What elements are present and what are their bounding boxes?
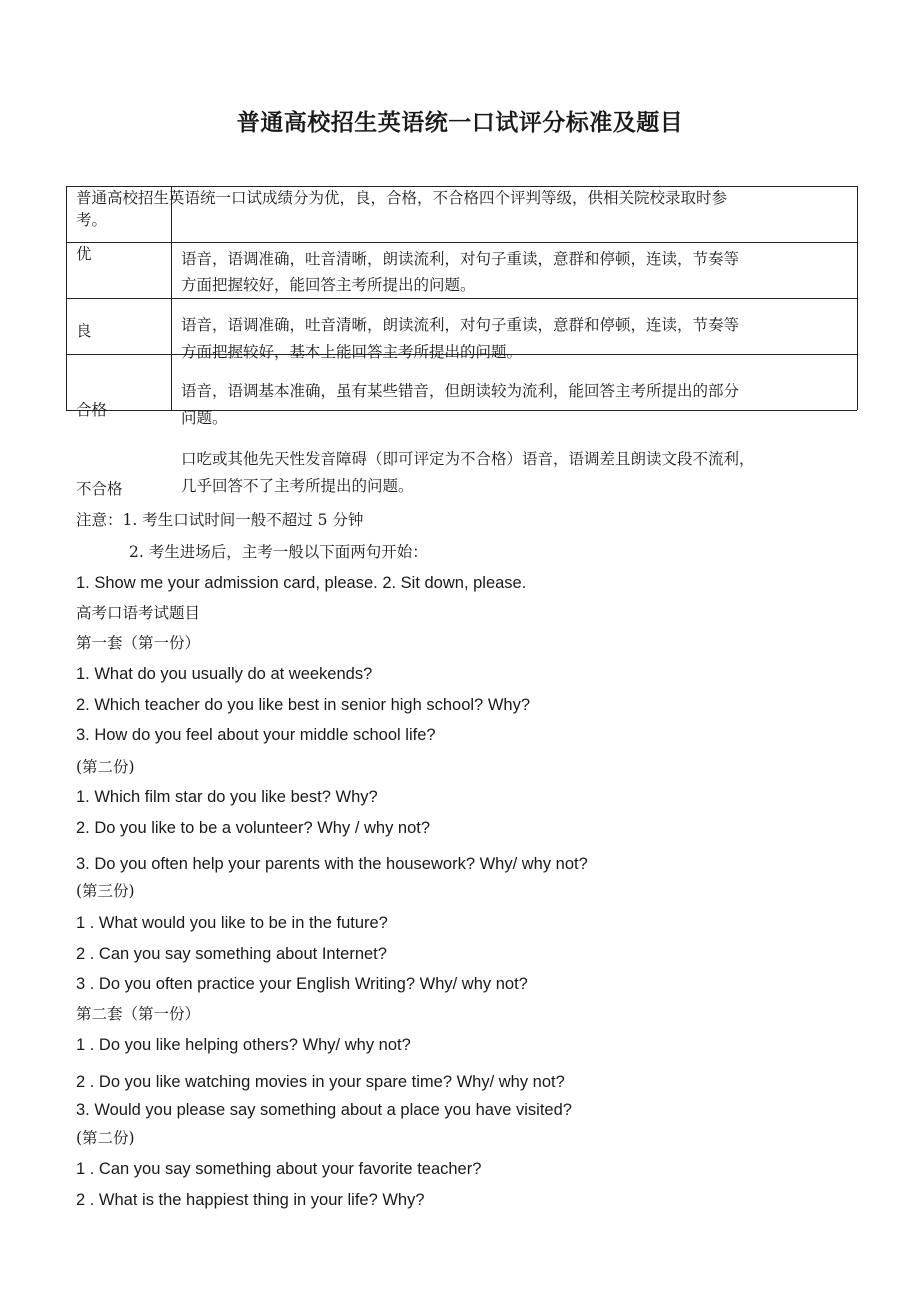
section-title: 高考口语考试题目 [76, 604, 201, 622]
opening-sentences: 1. Show me your admission card, please. 2. Sit down, please. [76, 574, 527, 592]
question-item: 1. What do you usually do at weekends? [76, 665, 373, 683]
question-item: 2 . What is the happiest thing in your life? Why? [76, 1191, 425, 1209]
set2-part2-heading: (第二份) [76, 1129, 135, 1147]
note-opening: 2. 考生进场后，主考一般以下面两句开始： [129, 543, 428, 561]
set1-part3-heading: (第三份) [76, 882, 135, 900]
table-row-divider [66, 242, 857, 243]
intro-line-2: 考。 [76, 211, 108, 229]
table-border-left [66, 186, 67, 410]
grade-desc-excellent: 语音，语调准确，吐音清晰，朗读流利，对句子重读，意群和停顿，连读，节奏等 [181, 250, 740, 268]
grade-label-pass: 合格 [76, 401, 108, 419]
grade-desc-good: 方面把握较好，基本上能回答主考所提出的问题。 [181, 343, 523, 361]
question-item: 3. How do you feel about your middle school life? [76, 726, 436, 744]
question-item: 3. Would you please say something about a place you have visited? [76, 1101, 572, 1119]
note-time-limit: 注意：1. 考生口试时间一般不超过 5 分钟 [76, 511, 364, 529]
question-item: 2 . Do you like watching movies in your spare time? Why/ why not? [76, 1073, 565, 1091]
question-item: 2. Which teacher do you like best in senior high school? Why? [76, 696, 530, 714]
question-item: 2. Do you like to be a volunteer? Why / why not? [76, 819, 431, 837]
grade-desc-pass: 语音，语调基本准确，虽有某些错音，但朗读较为流利，能回答主考所提出的部分 [181, 382, 740, 400]
grade-desc-fail: 口吃或其他先天性发音障碍（即可评定为不合格）语音，语调差且朗读文段不流利， [181, 450, 755, 468]
question-item: 1 . Do you like helping others? Why/ why not? [76, 1036, 411, 1054]
page-title: 普通高校招生英语统一口试评分标准及题目 [236, 110, 684, 136]
grade-desc-excellent: 方面把握较好，能回答主考所提出的问题。 [181, 276, 476, 294]
question-item: 1 . Can you say something about your favorite teacher? [76, 1160, 482, 1178]
question-item: 2 . Can you say something about Internet? [76, 945, 387, 963]
table-row-divider [66, 298, 857, 299]
set1-part2-heading: (第二份) [76, 758, 135, 776]
grade-desc-fail: 几乎回答不了主考所提出的问题。 [181, 477, 414, 495]
question-item: 1 . What would you like to be in the future? [76, 914, 388, 932]
grade-label-excellent: 优 [76, 245, 92, 263]
question-item: 3 . Do you often practice your English Writing? Why/ why not? [76, 975, 528, 993]
grade-label-good: 良 [76, 322, 92, 340]
intro-line-1: 普通高校招生英语统一口试成绩分为优，良，合格，不合格四个评判等级，供相关院校录取时参 [76, 189, 728, 207]
grade-desc-good: 语音，语调准确，吐音清晰，朗读流利，对句子重读，意群和停顿，连读，节奏等 [181, 316, 740, 334]
grade-label-fail: 不合格 [76, 480, 123, 498]
grade-desc-pass: 问题。 [181, 409, 228, 427]
set2-heading: 第二套（第一份） [76, 1005, 201, 1023]
question-item: 3. Do you often help your parents with the housework? Why/ why not? [76, 855, 588, 873]
set1-heading: 第一套（第一份） [76, 634, 201, 652]
question-item: 1. Which film star do you like best? Why? [76, 788, 378, 806]
table-column-divider [171, 186, 172, 410]
table-border-right [857, 186, 858, 410]
